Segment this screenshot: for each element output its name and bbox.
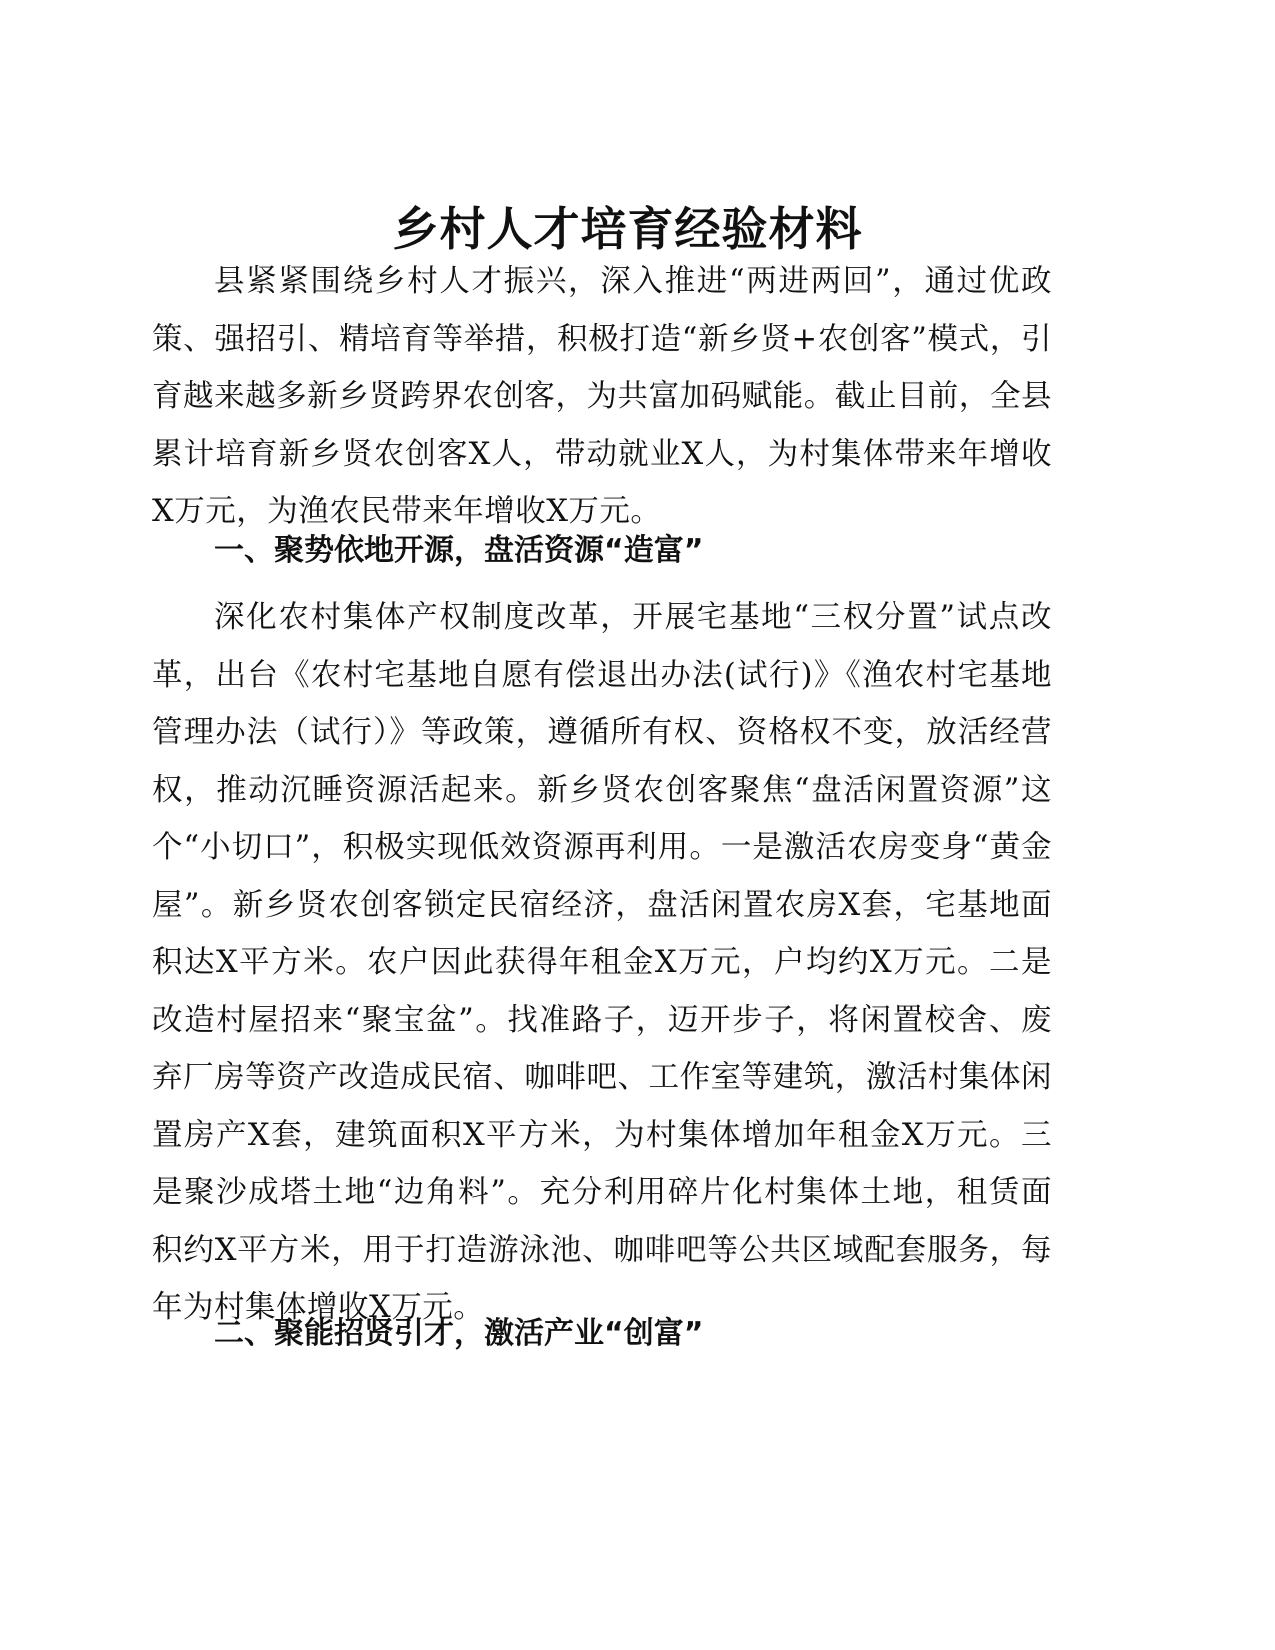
intro-paragraph: 县紧紧围绕乡村人才振兴，深入推进“两进两回”，通过优政策、强招引、精培育等举措，积极打造“新乡贤+农创客”模式，引育越来越多新乡贤跨界农创客，为共富加码赋能。截止目前，全县累计培育新乡贤农创客X人，带动就业X人，为村集体带来年增收X万元，为渔农民带来年增收X万元。	[152, 264, 1052, 529]
section-heading-2: 二、聚能招贤引才，激活产业“创富”	[214, 1316, 704, 1351]
document-title: 乡村人才培育经验材料	[392, 201, 863, 256]
section-1-paragraph: 深化农村集体产权制度改革，开展宅基地“三权分置”试点改革，出台《农村宅基地自愿有偿退出办法(试行)》《渔农村宅基地管理办法（试行）》等政策，遵循所有权、资格权不变，放活经营权，推动沉睡资源活起来。新乡贤农创客聚焦“盘活闲置资源”这个“小切口”，积极实现低效资源再利用。一是激活农房变身“黄金屋”。新乡贤农创客锁定民宿经济，盘活闲置农房X套，宅基地面积达X平方米。农户因此获得年租金X万元，户均约X万元。二是改造村屋招来“聚宝盆”。找准路子，迈开步子，将闲置校舍、废弃厂房等资产改造成民宿、咖啡吧、工作室等建筑，激活村集体闲置房产X套，建筑面积X平方米，为村集体增加年租金X万元。三是聚沙成塔土地“边角料”。充分利用碎片化村集体土地，租赁面积约X平方米，用于打造游泳池、咖啡吧等公共区域配套服务，每年为村集体增收X万元。	[152, 600, 1052, 1325]
section-heading-1: 一、聚势依地开源，盘活资源“造富”	[214, 533, 704, 568]
